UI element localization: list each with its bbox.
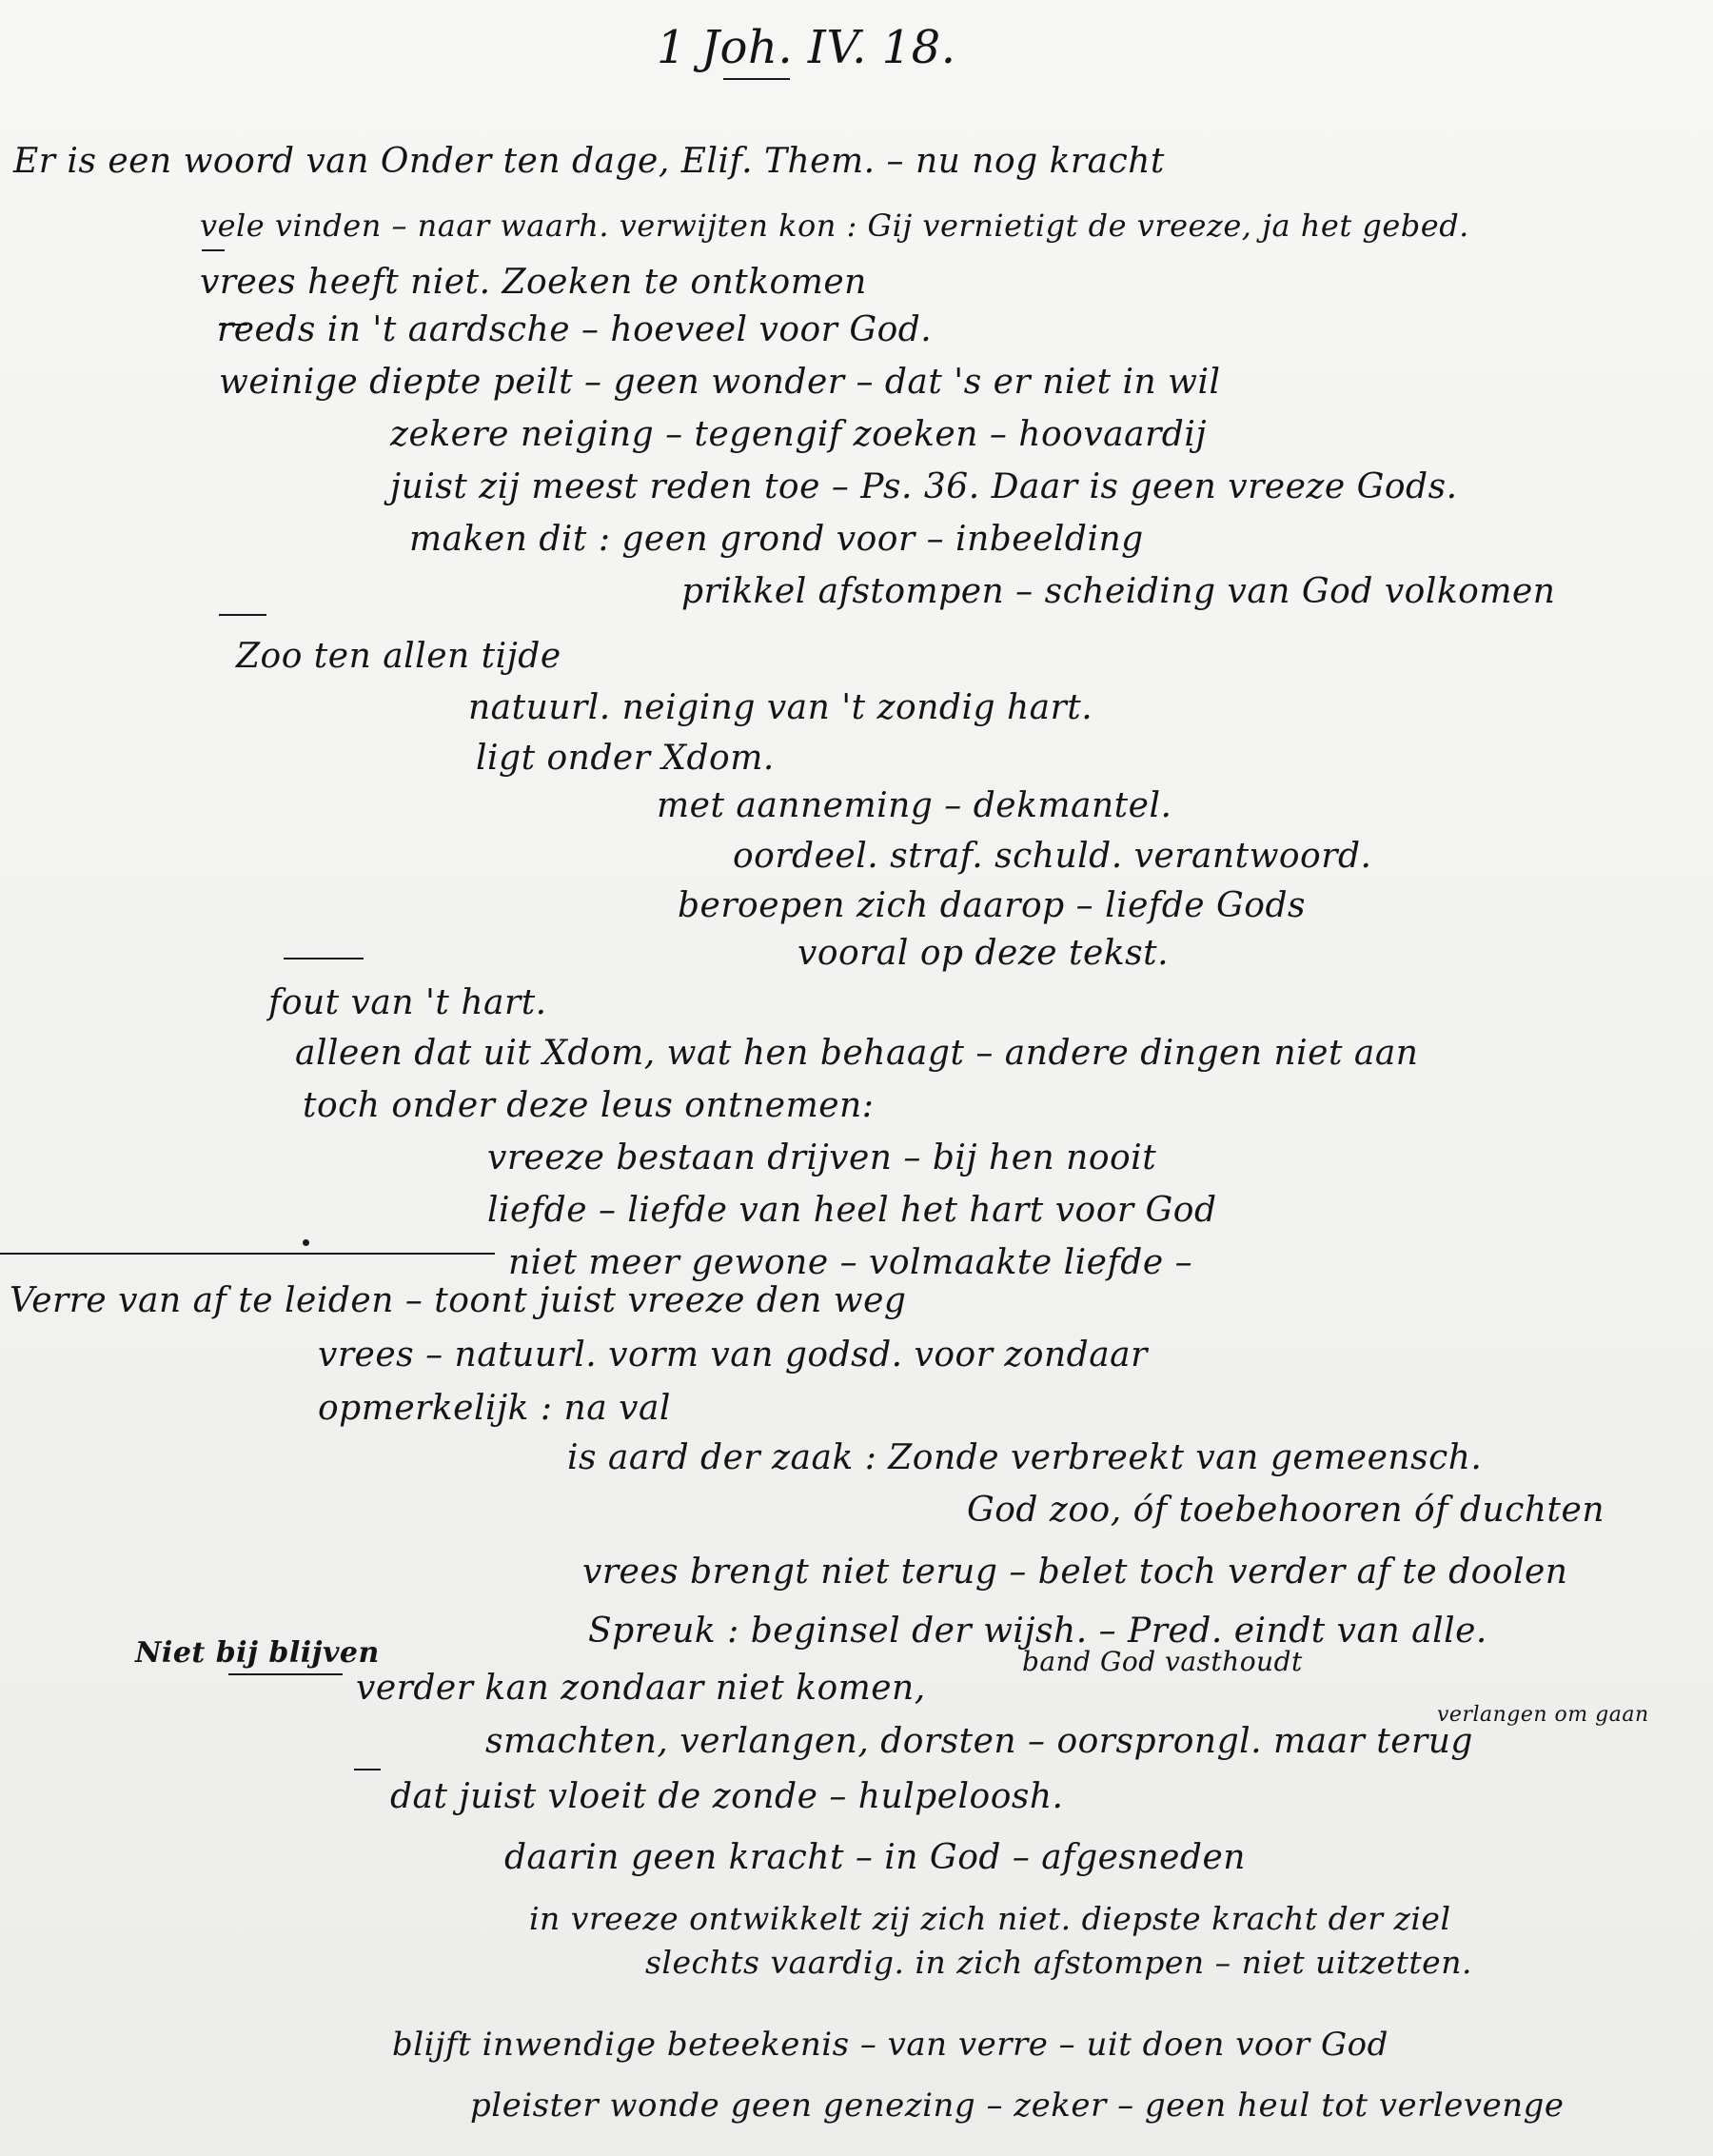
text-line: slechts vaardig. in zich afstompen – niet uitzetten. [645,1944,1472,1981]
text-line: reeds in 't aardsche – hoeveel voor God. [217,310,933,349]
text-line: daarin geen kracht – in God – afgesneden [504,1838,1246,1877]
text-line: juist zij meest reden toe – Ps. 36. Daar is geen vreeze Gods. [390,467,1458,506]
text-line: vreeze bestaan drijven – bij hen nooit [487,1138,1157,1177]
text-line: Spreuk : beginsel der wijsh. – Pred. eindt van alle. [588,1612,1487,1651]
section-mark [219,614,266,616]
text-line: Verre van af te leiden – toont juist vreeze den weg [10,1281,907,1320]
text-line: is aard der zaak : Zonde verbreekt van gemeensch. [567,1438,1483,1477]
page-title: 1 Joh. IV. 18. [657,21,956,74]
section-mark [284,958,364,959]
text-line: vrees – natuurl. vorm van godsd. voor zondaar [318,1335,1148,1375]
text-line: prikkel afstompen – scheiding van God volkomen [681,572,1556,611]
text-line: natuurl. neiging van 't zondig hart. [468,688,1093,727]
text-line: met aanneming – dekmantel. [657,786,1172,825]
text-line: smachten, verlangen, dorsten – oorsprongl. maar terug [485,1722,1473,1761]
section-divider [0,1253,495,1255]
text-line: ligt onder Xdom. [476,739,775,778]
line-mark [202,249,225,251]
text-line: dat juist vloeit de zonde – hulpeloosh. [390,1777,1064,1816]
text-line: vrees brengt niet terug – belet toch verder af te doolen [582,1553,1568,1592]
text-line: vooral op deze tekst. [797,934,1170,973]
insertion-note: band God vasthoudt [1022,1646,1303,1677]
text-line: oordeel. straf. schuld. verantwoord. [733,837,1372,876]
text-line: fout van 't hart. [268,983,547,1022]
text-line: vele vinden – naar waarh. verwijten kon : Gij vernietigt de vreeze, ja het gebed. [200,208,1469,244]
text-line: opmerkelijk : na val [318,1389,671,1428]
text-line: vrees heeft niet. Zoeken te ontkomen [200,263,867,302]
text-line: God zoo, óf toebehooren óf duchten [967,1491,1605,1530]
text-line: blijft inwendige beteekenis – van verre – uit doen voor God [392,2026,1388,2064]
text-line: toch onder deze leus ontnemen: [303,1086,875,1125]
line-mark [354,1769,381,1770]
text-line: maken dit : geen grond voor – inbeelding [409,520,1144,559]
title-underline [723,78,790,80]
insertion-note: verlangen om gaan [1437,1703,1649,1727]
text-line: pleister wonde geen genezing – zeker – geen heul tot verlevenge [470,2087,1565,2125]
text-line: alleen dat uit Xdom, wat hen behaagt – andere dingen niet aan [295,1034,1419,1073]
text-line: niet meer gewone – volmaakte liefde – [508,1243,1193,1282]
text-line: verder kan zondaar niet komen, [356,1669,926,1708]
text-line: liefde – liefde van heel het hart voor God [487,1191,1217,1230]
text-line: Zoo ten allen tijde [236,637,561,676]
text-line: in vreeze ontwikkelt zij zich niet. diepste kracht der ziel [529,1900,1451,1937]
text-line: Er is een woord van Onder ten dage, Elif. Them. – nu nog kracht [13,142,1165,181]
text-line: beroepen zich daarop – liefde Gods [678,886,1306,925]
text-line: zekere neiging – tegengif zoeken – hoovaardij [390,415,1208,454]
text-line: weinige diepte peilt – geen wonder – dat 's er niet in wil [219,363,1221,402]
margin-note: Niet bij blijven [135,1636,380,1670]
margin-note-underline [228,1673,343,1675]
divider-dot [303,1239,309,1246]
